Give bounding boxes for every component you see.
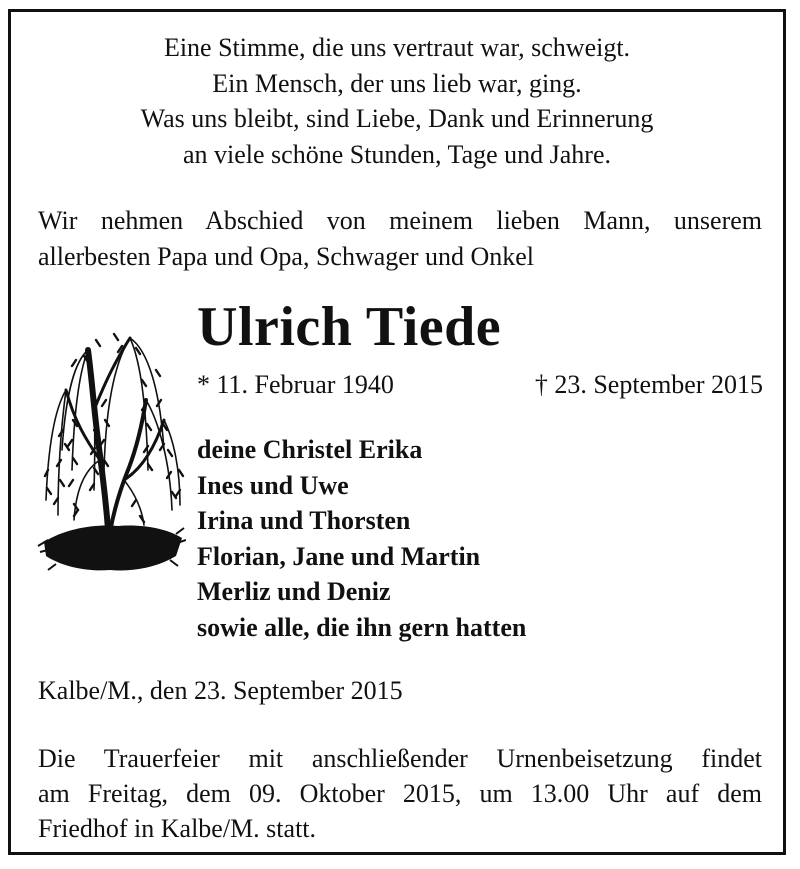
service-line: am Freitag, dem 09. Oktober 2015, um 13.00 Uhr auf dem xyxy=(38,779,762,808)
service-line: Friedhof in Kalbe/M. statt. xyxy=(38,814,317,843)
weeping-willow-icon xyxy=(36,320,186,582)
poem xyxy=(11,30,783,172)
poem-line: Ein Mensch, der uns lieb war, ging. xyxy=(212,68,582,98)
mourner-line: Irina und Thorsten xyxy=(197,506,411,536)
mourner-line: Florian, Jane und Martin xyxy=(197,541,481,571)
obituary-frame xyxy=(8,9,786,855)
farewell-intro xyxy=(38,203,762,274)
poem-line: Eine Stimme, die uns vertraut war, schweigt. xyxy=(163,33,631,62)
intro-line: Wir nehmen Abschied von meinem lieben Mann, unserem xyxy=(38,206,762,235)
mourner-line: Merliz und Deniz xyxy=(197,577,391,607)
birth-date: * 11. Februar 1940 xyxy=(197,370,394,399)
poem-line: an viele schöne Stunden, Tage und Jahre. xyxy=(182,139,612,169)
death-date: † 23. September 2015 xyxy=(534,370,763,399)
poem-line: Was uns bleibt, sind Liebe, Dank und Erinnerung xyxy=(140,104,654,133)
place-and-date: Kalbe/M., den 23. September 2015 xyxy=(38,676,403,705)
mourner-line: sowie alle, die ihn gern hatten xyxy=(197,612,527,642)
deceased-name: Ulrich Tiede xyxy=(197,296,502,358)
intro-line: allerbesten Papa und Opa, Schwager und Onkel xyxy=(38,241,535,271)
service-line: Die Trauerfeier mit anschließender Urnenbeisetzung findet xyxy=(38,744,762,773)
mourner-line: Ines und Uwe xyxy=(197,470,349,500)
mourners-list xyxy=(197,432,526,646)
mourner-line: deine Christel Erika xyxy=(197,435,423,464)
funeral-service-info xyxy=(38,741,762,846)
